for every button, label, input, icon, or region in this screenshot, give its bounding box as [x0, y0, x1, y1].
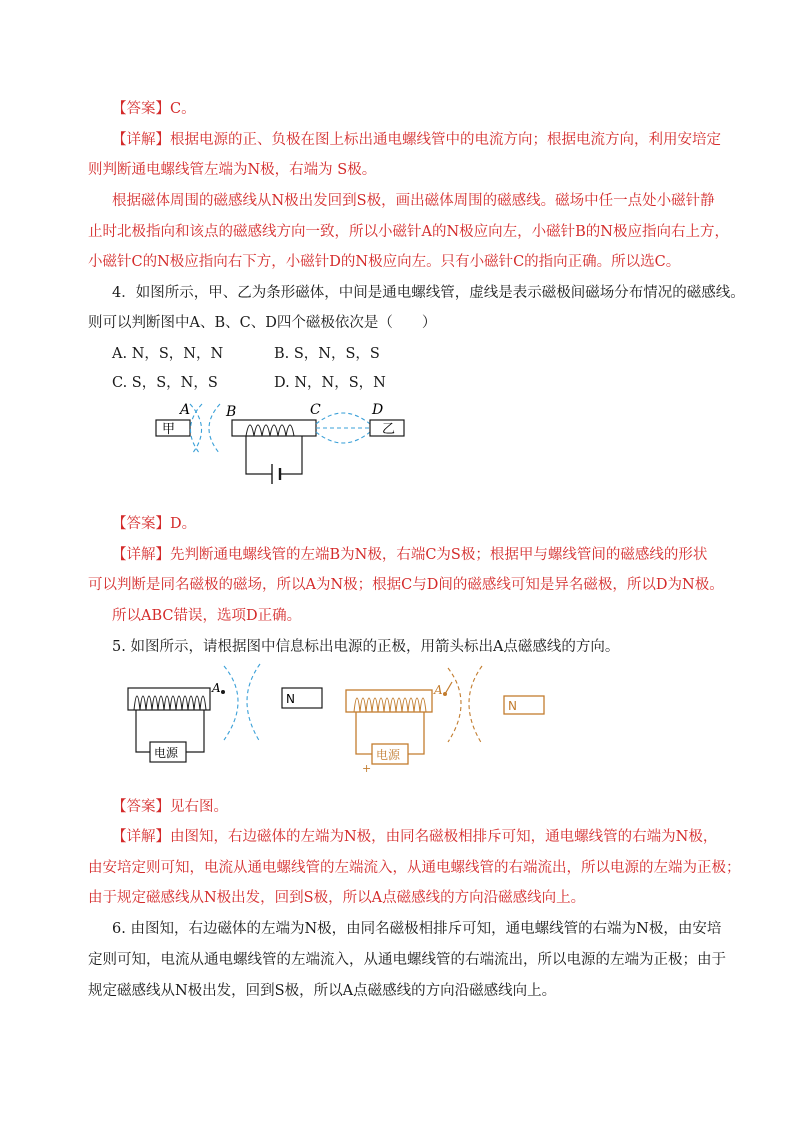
q5-detail-line2: 由安培定则可知，电流从通电螺线管的左端流入，从通电螺线管的右端流出，所以电源的左端为正极；	[88, 860, 741, 876]
q3-answer	[112, 98, 196, 120]
q5-answer	[112, 796, 228, 818]
magnet-pole-label: N	[286, 692, 295, 706]
solenoid-coil	[134, 696, 206, 710]
q5-figure-left	[122, 660, 332, 770]
power-source-label: 电源	[376, 748, 401, 762]
label-a: A	[212, 681, 221, 695]
answer-tag: 【答案】	[112, 516, 170, 532]
solenoid	[346, 690, 432, 712]
detail-tag: 【详解】	[112, 547, 170, 563]
solenoid	[232, 420, 316, 436]
answer-tag: 【答案】	[112, 101, 170, 117]
magnet-yi-label: 乙	[382, 422, 396, 437]
detail-tag: 【详解】	[112, 829, 170, 845]
label-a: A	[434, 683, 443, 697]
q5-detail-line3: 由于规定磁感线从N极出发，回到S极，所以A点磁感线的方向沿磁感线向上。	[88, 890, 586, 906]
q5-figure-right	[342, 662, 552, 774]
answer-text: C。	[170, 101, 196, 117]
q4-answer	[112, 513, 196, 535]
point-a	[221, 690, 225, 694]
q4-option-a: A. N，S，N，N	[112, 346, 224, 362]
solenoid-coil	[354, 698, 426, 712]
q3-detail-line2: 则判断通电螺线管左端为N极，右端为 S极。	[88, 162, 377, 178]
q4-detail-line2: 可以判断是同名磁极的磁场，所以A为N极；根据C与D间的磁感线可知是异名磁极，所以D为N极。	[88, 577, 724, 593]
detail-tag: 【详解】	[112, 132, 170, 148]
field-line	[247, 664, 260, 742]
q6-line2: 定则可知，电流从通电螺线管的左端流入，从通电螺线管的右端流出，所以电源的左端为正极；由于	[88, 952, 726, 968]
q4-detail-line3: 所以ABC错误，选项D正确。	[112, 608, 302, 624]
q3-detail-line5: 小磁针C的N极应指向右下方，小磁针D的N极应向左。只有小磁针C的指向正确。所以选C。	[88, 254, 681, 270]
power-source-label: 电源	[154, 746, 179, 760]
q4-option-c: C. S，S，N，S	[112, 375, 218, 391]
q4-stem-line1: 4．如图所示，甲、乙为条形磁体，中间是通电螺线管，虚线是表示磁极间磁场分布情况的磁感线。	[112, 285, 745, 301]
q6-line1: 6. 由图知，右边磁体的左端为N极，由同名磁极相排斥可知，通电螺线管的右端为N极，由安培	[112, 921, 722, 937]
field-line	[224, 666, 238, 740]
q3-detail-line3: 根据磁体周围的磁感线从N极出发回到S极，画出磁体周围的磁感线。磁场中任一点处小磁针静	[112, 193, 715, 209]
arrow-icon	[445, 682, 452, 694]
positive-terminal: +	[362, 762, 372, 774]
solenoid-coil	[246, 425, 294, 436]
q6-line3: 规定磁感线从N极出发，回到S极，所以A点磁感线的方向沿磁感线向上。	[88, 983, 557, 999]
answer-text: 见右图。	[170, 799, 228, 815]
answer-tag: 【答案】	[112, 799, 170, 815]
field-line	[316, 432, 370, 443]
q4-option-b: B. S，N，S，S	[274, 346, 380, 362]
magnet-pole-label: N	[508, 699, 517, 713]
label-d: D	[372, 402, 384, 418]
q3-detail-line1: 【详解】根据电源的正、负极在图上标出通电螺线管中的电流方向；根据电流方向，利用安培定	[112, 132, 721, 148]
field-line	[448, 668, 461, 742]
q4-figure	[150, 398, 410, 488]
field-line	[316, 413, 370, 424]
circuit-wire	[246, 436, 302, 474]
field-line	[209, 404, 220, 454]
magnet-jia-label: 甲	[162, 422, 176, 437]
q3-detail-line4: 止时北极指向和该点的磁感线方向一致，所以小磁针A的N极应向左，小磁针B的N极应指向右上方，	[88, 224, 729, 240]
q4-detail-line1: 【详解】先判断通电螺线管的左端B为N极，右端C为S极；根据甲与螺线管间的磁感线的形状	[112, 547, 708, 563]
q4-stem-line2: 则可以判断图中A、B、C、D四个磁极依次是（ ）	[88, 315, 437, 331]
answer-text: D。	[170, 516, 197, 532]
q5-stem: 5. 如图所示，请根据图中信息标出电源的正极，用箭头标出A点磁感线的方向。	[112, 639, 620, 655]
field-line	[469, 666, 482, 744]
q5-detail-line1: 【详解】由图知，右边磁体的左端为N极，由同名磁极相排斥可知，通电螺线管的右端为N极，	[112, 829, 718, 845]
label-c: C	[310, 402, 321, 418]
label-a: A	[180, 402, 191, 418]
q4-option-d: D. N，N，S，N	[274, 375, 386, 391]
label-b: B	[226, 404, 237, 420]
field-line	[190, 404, 202, 454]
